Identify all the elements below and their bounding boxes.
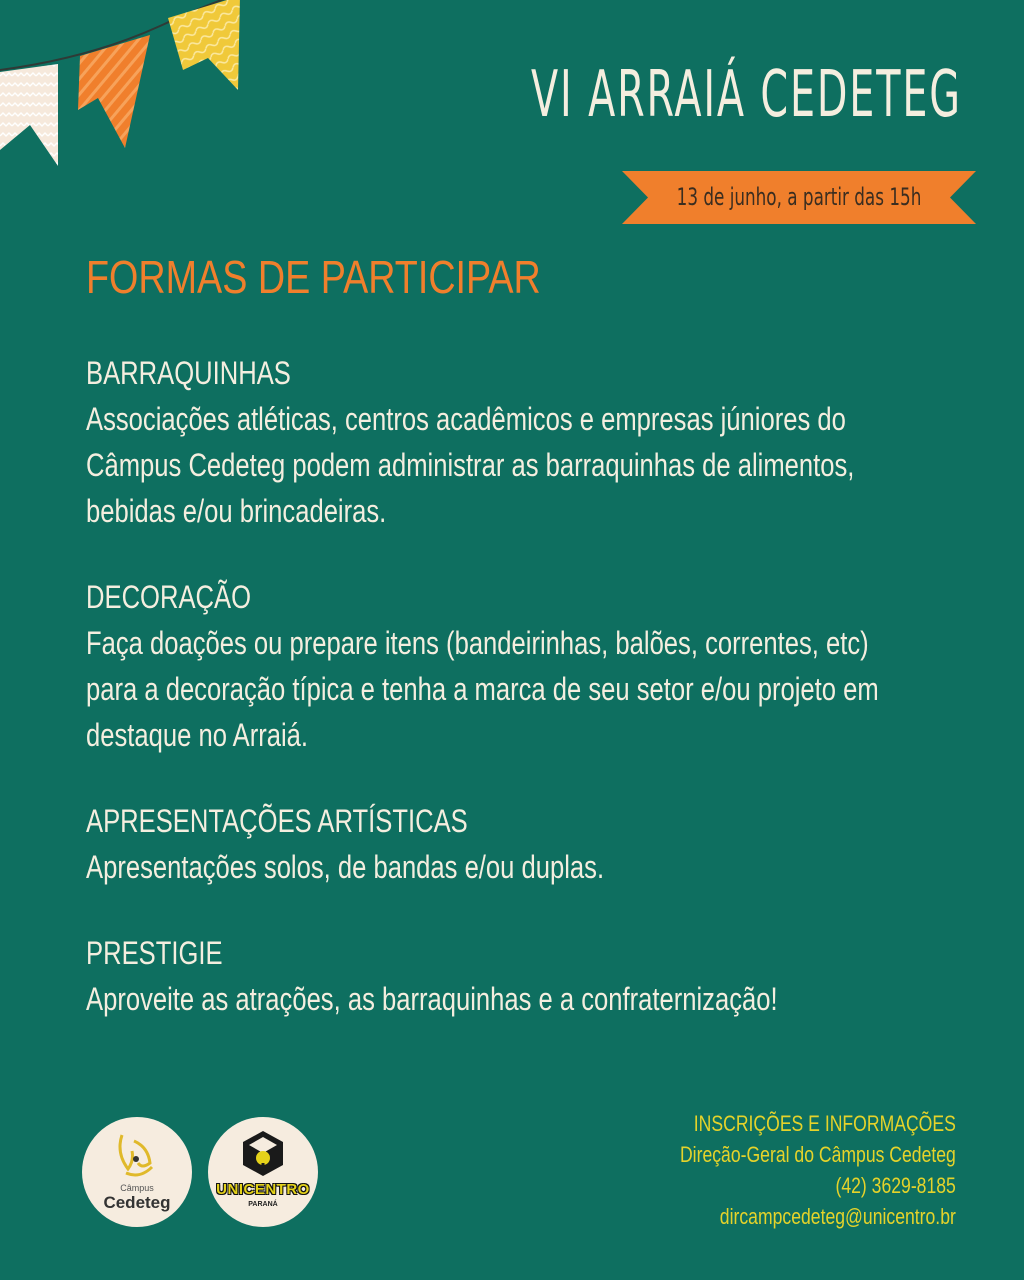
item-text-line: destaque no Arraiá. [86,717,309,753]
contact-phone: (42) 3629-8185 [835,1173,956,1198]
item-heading: DECORAÇÃO [86,579,251,615]
item-text-line: bebidas e/ou brincadeiras. [86,493,387,529]
contact-info [611,1108,956,1232]
participation-list [86,350,966,1062]
participation-item-barraquinhas [86,350,966,534]
item-text-line: Faça doações ou prepare itens (bandeirinhas, balões, correntes, etc) [86,625,869,661]
item-text-line: Apresentações solos, de bandas e/ou duplas. [86,849,605,885]
item-text-line: para a decoração típica e tenha a marca de seu setor e/ou projeto em [86,671,879,707]
participation-item-prestigie [86,930,966,1022]
event-date: 13 de junho, a partir das 15h [676,183,922,211]
date-ribbon [622,171,976,224]
item-heading: APRESENTAÇÕES ARTÍSTICAS [86,803,468,839]
item-text-line: Aproveite as atrações, as barraquinhas e a confraternização! [86,981,778,1017]
contact-email: dircampcedeteg@unicentro.br [719,1204,956,1229]
item-text-line: Associações atléticas, centros acadêmicos e empresas júniores do [86,401,846,437]
cedeteg-logo [82,1117,192,1227]
bunting-flags-decoration [0,0,260,180]
contact-organization: Direção-Geral do Câmpus Cedeteg [680,1142,956,1167]
unicentro-state: PARANÁ [248,1201,278,1208]
unicentro-name: UNICENTRO [216,1181,310,1198]
cedeteg-name: Cedeteg [103,1193,171,1212]
item-heading: PRESTIGIE [86,935,223,971]
unicentro-cube-icon [208,1117,318,1227]
item-text-line: Câmpus Cedeteg podem administrar as barraquinhas de alimentos, [86,447,855,483]
participation-item-decoracao [86,574,966,758]
item-heading: BARRAQUINHAS [86,355,291,391]
section-title: FORMAS DE PARTICIPAR [86,251,541,303]
cedeteg-small-label: Câmpus [120,1183,154,1193]
participation-item-apresentacoes [86,798,966,890]
contact-heading: INSCRIÇÕES E INFORMAÇÕES [693,1111,956,1136]
event-title: VI ARRAIÁ CEDETEG [531,58,962,132]
unicentro-logo [208,1117,318,1227]
